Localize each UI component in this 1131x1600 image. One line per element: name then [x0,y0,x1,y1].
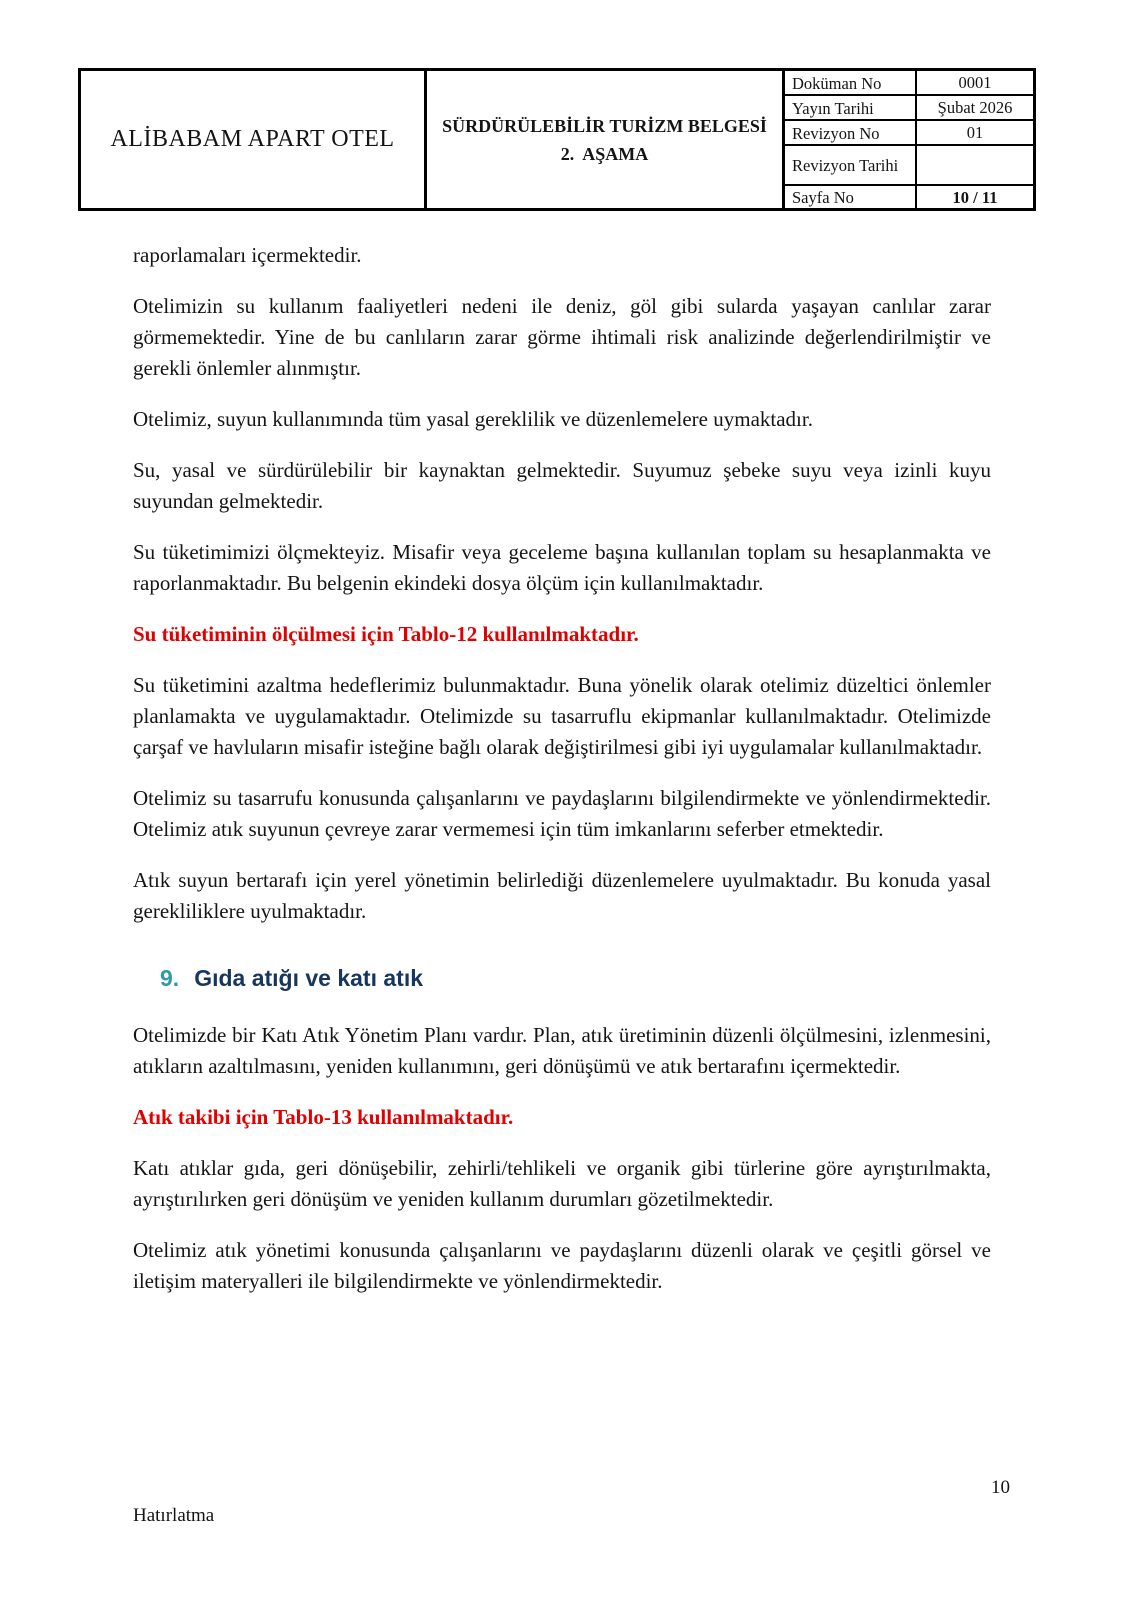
emphasis-line: Su tüketiminin ölçülmesi için Tablo-12 kullanılmaktadır. [133,622,639,646]
info-row [785,71,1033,96]
info-row-label: Yayın Tarihi [785,96,917,119]
info-row [785,121,1033,146]
document-body [133,240,991,1317]
page-number: 10 [991,1477,1010,1498]
body-paragraph: Otelimiz atık yönetimi konusunda çalışanlarını ve paydaşlarını düzenli olarak ve çeşitli görsel ve iletişim materyalleri ile bilgilendirmekte ve yönlendirmektedir. [133,1238,991,1293]
body-paragraph: Otelimiz, suyun kullanımında tüm yasal gereklilik ve düzenlemelere uymaktadır. [133,407,813,431]
hotel-name: ALİBABAM APART OTEL [81,71,427,208]
section-title: Gıda atığı ve katı atık [194,965,423,991]
body-paragraph: Otelimizde bir Katı Atık Yönetim Planı vardır. Plan, atık üretiminin düzenli ölçülmesini, izlenmesini, atıkların azaltılmasını, yeniden kullanımını, geri dönüşümü ve atık bertarafını içermektedir. [133,1023,991,1078]
info-row-label: Doküman No [785,71,917,94]
body-paragraph: Katı atıklar gıda, geri dönüşebilir, zehirli/tehlikeli ve organik gibi türlerine göre ayrıştırılmakta, ayrıştırılırken geri dönüşüm ve yeniden kullanım durumları gözetilmektedir. [133,1156,991,1211]
document-header-table [78,68,1036,211]
info-row [785,186,1033,208]
section-heading [160,963,991,993]
info-row-value: 01 [966,123,984,142]
body-paragraph: Su tüketimimizi ölçmekteyiz. Misafir veya geceleme başına kullanılan toplam su hesaplanmakta ve raporlanmaktadır. Bu belgenin ekindeki dosya ölçüm için kullanılmaktadır. [133,540,991,595]
body-paragraph: Su, yasal ve sürdürülebilir bir kaynaktan gelmektedir. Suyumuz şebeke suyu veya izinli kuyu suyundan gelmektedir. [133,458,991,513]
info-row-value [917,146,1033,184]
document-title-line1: SÜRDÜRÜLEBİLİR TURİZM BELGESİ [442,115,767,136]
info-row [785,146,1033,186]
emphasis-line: Atık takibi için Tablo-13 kullanılmaktadır. [133,1105,514,1129]
document-title-line2: 2. AŞAMA [560,143,649,164]
document-title-cell [427,71,785,208]
section-number: 9. [160,965,180,991]
reminder-label: Hatırlatma [133,1505,215,1526]
info-row-value: 10 / 11 [952,187,998,207]
info-row-label: Revizyon No [785,121,917,144]
body-paragraph: Su tüketimini azaltma hedeflerimiz bulunmaktadır. Buna yönelik olarak otelimiz düzeltici önlemler planlamakta ve uygulamaktadır. Otelimizde su tasarruflu ekipmanlar kullanılmaktadır. Otelimizde çarşaf ve havluların misafir isteğine bağlı olarak değiştirilmesi gibi iyi uygulamalar kullanılmaktadır. [133,673,991,759]
document-info-table [785,71,1033,208]
body-paragraph: Otelimiz su tasarrufu konusunda çalışanlarını ve paydaşlarını bilgilendirmekte ve yönlendirmektedir. Otelimiz atık suyunun çevreye zarar vermemesi için tüm imkanlarını seferber etmektedir. [133,786,991,841]
info-row-label: Sayfa No [785,186,917,208]
body-paragraph: Otelimizin su kullanım faaliyetleri nedeni ile deniz, göl gibi sularda yaşayan canlılar zarar görmemektedir. Yine de bu canlıların zarar görme ihtimali risk analizinde değerlendirilmiştir ve gerekli önlemler alınmıştır. [133,294,991,380]
info-row [785,96,1033,121]
info-row-value: Şubat 2026 [937,98,1013,117]
body-paragraph: raporlamaları içermektedir. [133,243,362,267]
body-paragraph: Atık suyun bertarafı için yerel yönetimin belirlediği düzenlemelere uyulmaktadır. Bu konuda yasal gerekliliklere uyulmaktadır. [133,868,991,923]
info-row-value: 0001 [958,73,992,92]
info-row-label: Revizyon Tarihi [785,146,917,184]
